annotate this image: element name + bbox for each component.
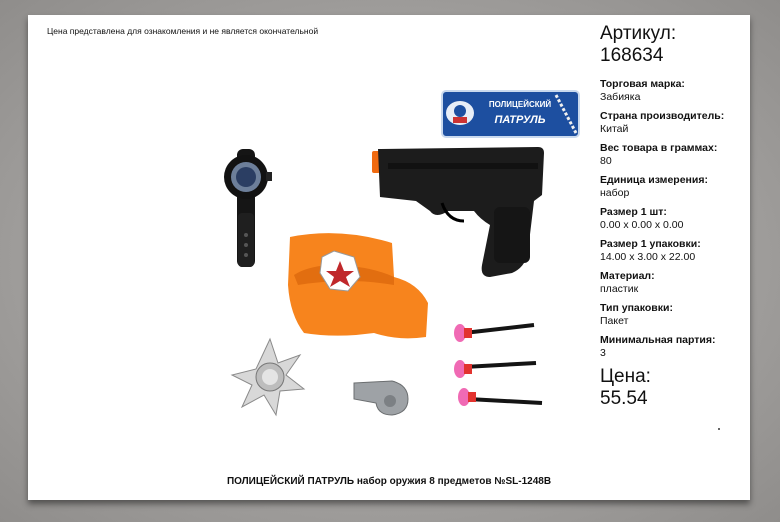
spec-key: Страна производитель: bbox=[600, 110, 725, 122]
spec-key: Минимальная партия: bbox=[600, 334, 716, 346]
spec-key: Материал: bbox=[600, 270, 655, 282]
package-label bbox=[442, 91, 579, 137]
product-caption: ПОЛИЦЕЙСКИЙ ПАТРУЛЬ набор оружия 8 предметов №SL-1248B bbox=[226, 476, 552, 487]
spec-panel bbox=[600, 23, 748, 410]
label-line1: ПОЛИЦЕЙСКИЙ bbox=[488, 100, 552, 109]
spec-row-min-order bbox=[600, 334, 748, 360]
spec-key: Размер 1 упаковки: bbox=[600, 238, 701, 250]
toy-pistol bbox=[372, 147, 544, 277]
spec-key: Торговая марка: bbox=[600, 78, 685, 90]
price-disclaimer: Цена представлена для ознакомления и не является окончательной bbox=[47, 26, 319, 36]
spec-value: 80 bbox=[600, 155, 612, 167]
spec-row-unit bbox=[600, 174, 748, 200]
article-label: Артикул: bbox=[600, 23, 677, 44]
spec-row-brand bbox=[600, 78, 748, 104]
product-image bbox=[28, 15, 598, 475]
spec-value: набор bbox=[600, 187, 630, 199]
spec-value: пластик bbox=[600, 283, 639, 295]
spec-key: Тип упаковки: bbox=[600, 302, 673, 314]
spec-key: Размер 1 шт: bbox=[600, 206, 667, 218]
product-photo bbox=[28, 15, 598, 475]
label-line2: ПАТРУЛЬ bbox=[494, 114, 546, 126]
toy-darts bbox=[454, 324, 542, 406]
spec-value: 14.00 x 3.00 x 22.00 bbox=[600, 251, 696, 263]
spec-row-package-size bbox=[600, 238, 748, 264]
toy-sheriff-badge bbox=[232, 339, 304, 415]
spec-key: Вес товара в граммах: bbox=[600, 142, 718, 154]
spec-key: Единица измерения: bbox=[600, 174, 708, 186]
spec-value: 3 bbox=[600, 347, 606, 359]
spec-row-country bbox=[600, 110, 748, 136]
price-label: Цена: bbox=[600, 366, 651, 387]
price-value: 55.54 bbox=[600, 388, 648, 409]
article-number: 168634 bbox=[600, 45, 664, 66]
spec-value: Забияка bbox=[600, 91, 641, 103]
spec-value: Пакет bbox=[600, 315, 629, 327]
spec-value: Китай bbox=[600, 123, 629, 135]
stray-dot bbox=[718, 428, 720, 430]
spec-row-material bbox=[600, 270, 748, 296]
toy-watch bbox=[224, 149, 272, 267]
spec-row-item-size bbox=[600, 206, 748, 232]
toy-holster bbox=[288, 233, 428, 338]
toy-whistle bbox=[354, 381, 408, 415]
spec-row-package-type bbox=[600, 302, 748, 328]
product-card bbox=[28, 15, 750, 500]
spec-row-weight bbox=[600, 142, 748, 168]
spec-value: 0.00 x 0.00 x 0.00 bbox=[600, 219, 684, 231]
